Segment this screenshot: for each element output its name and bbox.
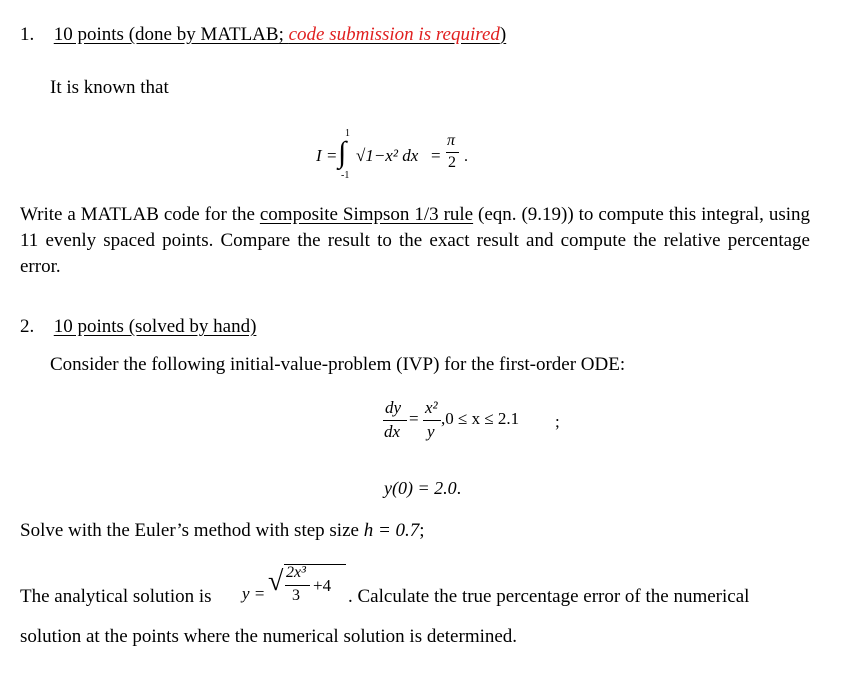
ode-rhs-den: y: [427, 422, 435, 441]
problem1-heading: [20, 22, 506, 48]
euler-instruction: [20, 518, 425, 544]
analytic-solution-line: [20, 562, 820, 612]
integral-end: .: [464, 148, 468, 165]
ode-rhs-num: x²: [425, 398, 438, 417]
integral-lower-limit: -1: [341, 170, 350, 181]
analytic-post: . Calculate the true percentage error of the numerical: [348, 586, 750, 607]
initial-condition-end: .: [456, 478, 462, 498]
integral-lhs: I: [316, 146, 322, 165]
ode-rhs-bar: [423, 420, 441, 421]
integral-rhs-den: 2: [448, 154, 456, 171]
problem1-points: 10 points (done by MATLAB;: [53, 24, 289, 45]
integral-rhs-num: π: [447, 132, 456, 149]
integral-upper-limit: 1: [345, 128, 350, 139]
problem1-heading-text: [54, 24, 506, 45]
ode-domain: ,0 ≤ x ≤ 2.1: [441, 409, 520, 428]
ode-eq: =: [409, 409, 419, 428]
ode-end: ;: [555, 412, 560, 431]
analytic-frac-bar: [285, 585, 310, 586]
integral-eq: =: [327, 146, 337, 165]
ode-equation: [383, 398, 583, 448]
analytic-line2: solution at the points where the numerical solution is determined.: [20, 626, 518, 647]
initial-condition-text: y(0) = 2.0: [384, 478, 457, 498]
problem1-intro: It is known that: [50, 77, 169, 98]
problem2-heading: [20, 314, 256, 340]
ode-lhs-num: dy: [385, 398, 402, 417]
analytic-num: 2x³: [286, 564, 306, 581]
integral-sign-icon: ∫: [338, 136, 347, 169]
problem1-number: 1.: [20, 24, 35, 45]
step-size: h = 0.7: [363, 520, 420, 541]
problem2-heading-text: 10 points (solved by hand): [53, 316, 257, 337]
sqrt-sign-icon: √: [268, 566, 284, 597]
composite-simpson-rule: composite Simpson 1/3 rule: [259, 204, 474, 225]
integral-equation: [316, 128, 476, 188]
problem2-number: 2.: [20, 316, 35, 337]
analytic-y: y =: [242, 584, 266, 603]
problem1-body: [20, 202, 810, 280]
integral-rhs-eq: =: [431, 146, 441, 165]
problem2-intro: Consider the following initial-value-problem (IVP) for the first-order ODE:: [50, 354, 626, 375]
initial-condition: [384, 478, 461, 499]
euler-text: Solve with the Euler’s method with step size: [20, 520, 364, 541]
problem1-body-pre: Write a MATLAB code for the: [20, 204, 260, 225]
problem1-heading-close: ): [499, 24, 507, 45]
ode-lhs-den: dx: [384, 422, 401, 441]
ode-lhs-bar: [383, 420, 407, 421]
euler-end: ;: [419, 520, 425, 541]
analytic-den: 3: [292, 587, 300, 604]
integral-frac-bar: [446, 152, 459, 153]
problem1-body-post: (eqn. (9.19)) to compute this integral, using 11 evenly spaced points. Compare the result to the exact result and compute the relative percentage error.: [20, 204, 810, 277]
integrand: √1−x² dx: [356, 146, 419, 165]
code-submission-required: code submission is required: [288, 24, 500, 45]
analytic-pre: The analytical solution is: [20, 586, 212, 607]
analytic-plus: +4: [313, 576, 332, 595]
